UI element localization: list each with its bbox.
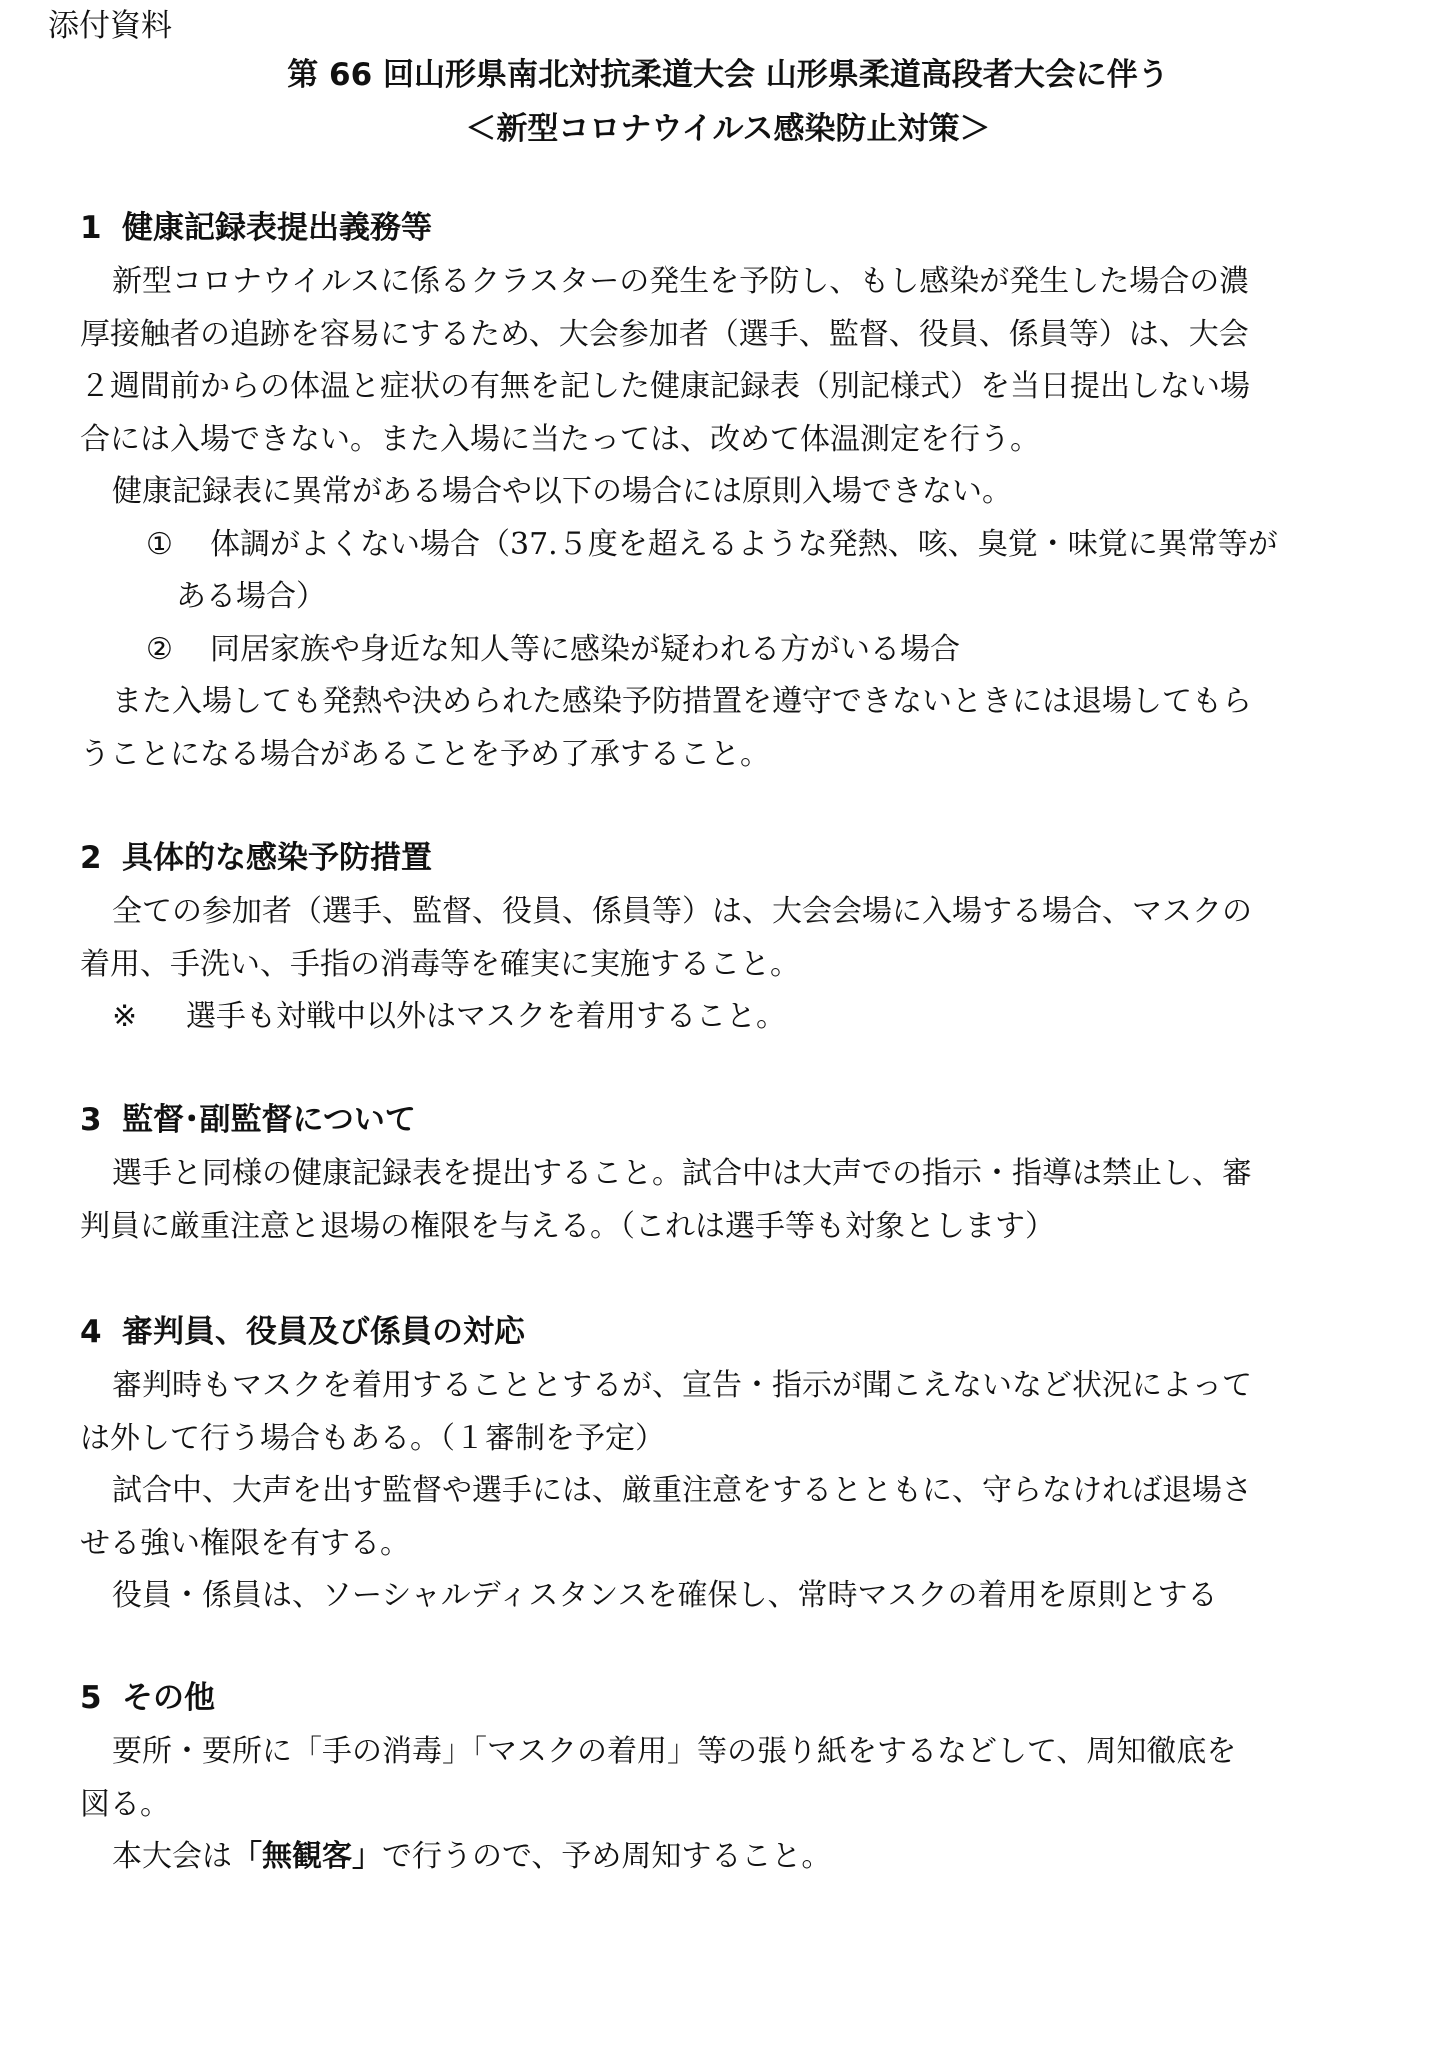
paragraph bbox=[80, 256, 1440, 466]
note-marker: ※ bbox=[112, 999, 138, 1034]
paragraph-line: 要所・要所に「手の消毒」「マスクの着用」等の張り紙をするなどして、周知徹底を bbox=[112, 1734, 1237, 1769]
paragraph-line: は外して行う場合もある。（１審制を予定） bbox=[80, 1420, 665, 1456]
section-heading bbox=[80, 1100, 1440, 1148]
paragraph bbox=[80, 1570, 1440, 1623]
section-number: 4 bbox=[80, 1314, 102, 1350]
paragraph-line: 図る。 bbox=[80, 1786, 170, 1822]
note-text: 選手も対戦中以外はマスクを着用すること。 bbox=[186, 999, 786, 1034]
section-title: 具体的な感染予防措置 bbox=[122, 840, 432, 876]
paragraph-line: 健康記録表に異常がある場合や以下の場合には原則入場できない。 bbox=[112, 474, 1012, 509]
section-other bbox=[80, 1678, 1440, 1884]
paragraph-line: 全ての参加者（選手、監督、役員、係員等）は、大会会場に入場する場合、マスクの bbox=[112, 894, 1252, 929]
list-item-continuation: ある場合） bbox=[176, 579, 326, 614]
paragraph bbox=[80, 1360, 1440, 1465]
paragraph-line: せる強い権限を有する。 bbox=[80, 1525, 410, 1561]
list-item bbox=[80, 624, 1440, 677]
paragraph-line: 試合中、大声を出す監督や選手には、厳重注意をするとともに、守らなければ退場さ bbox=[112, 1473, 1252, 1508]
document-title-line-2: ＜新型コロナウイルス感染防止対策＞ bbox=[465, 111, 991, 147]
section-coaches bbox=[80, 1100, 1440, 1253]
paragraph bbox=[80, 676, 1440, 781]
section-referees-staff bbox=[80, 1312, 1440, 1623]
paragraph-line: 新型コロナウイルスに係るクラスターの発生を予防し、もし感染が発生した場合の濃 bbox=[112, 264, 1250, 299]
paragraph bbox=[80, 1726, 1440, 1831]
paragraph-line: 着用、手洗い、手指の消毒等を確実に実施すること。 bbox=[80, 946, 800, 982]
paragraph-line: 役員・係員は、ソーシャルディスタンスを確保し、常時マスクの着用を原則とする bbox=[112, 1578, 1218, 1613]
paragraph-line: 選手と同様の健康記録表を提出すること。試合中は大声での指示・指導は禁止し、審 bbox=[112, 1156, 1252, 1191]
paragraph-text-before: 本大会は bbox=[112, 1839, 232, 1874]
section-number: 5 bbox=[80, 1680, 102, 1716]
list-marker: ② bbox=[146, 631, 173, 667]
section-number: 3 bbox=[80, 1102, 102, 1138]
section-heading bbox=[80, 838, 1440, 886]
paragraph-line: 合には入場できない。また入場に当たっては、改めて体温測定を行う。 bbox=[80, 421, 1040, 457]
section-title: 審判員、役員及び係員の対応 bbox=[122, 1314, 525, 1350]
section-title: その他 bbox=[122, 1680, 215, 1716]
paragraph-line: 審判時もマスクを着用することとするが、宣告・指示が聞こえないなど状況によって bbox=[112, 1368, 1252, 1403]
section-heading bbox=[80, 1312, 1440, 1360]
paragraph-line bbox=[80, 1831, 1440, 1884]
no-spectators-emphasis: 「無観客」 bbox=[232, 1839, 382, 1874]
paragraph-line: また入場しても発熱や決められた感染予防措置を遵守できないときには退場してもら bbox=[112, 684, 1252, 719]
paragraph bbox=[80, 1831, 1440, 1884]
paragraph-line: ２週間前からの体温と症状の有無を記した健康記録表（別記様式）を当日提出しない場 bbox=[80, 369, 1250, 404]
paragraph bbox=[80, 1465, 1440, 1570]
note bbox=[80, 991, 1440, 1044]
section-heading bbox=[80, 1678, 1440, 1726]
document-title-line-1: 第 66 回山形県南北対抗柔道大会 山形県柔道高段者大会に伴う bbox=[287, 57, 1169, 93]
list-item bbox=[80, 519, 1440, 624]
section-number: 2 bbox=[80, 840, 102, 876]
section-title: 健康記録表提出義務等 bbox=[122, 210, 432, 246]
list-item-text: 体調がよくない場合（37.５度を超えるような発熱、咳、臭覚・味覚に異常等が bbox=[210, 526, 1278, 562]
list-item-text: 同居家族や身近な知人等に感染が疑われる方がいる場合 bbox=[210, 631, 960, 667]
paragraph-line: うことになる場合があることを予め了承すること。 bbox=[80, 736, 770, 772]
section-number: 1 bbox=[80, 210, 102, 246]
paragraph-line: 厚接触者の追跡を容易にするため、大会参加者（選手、監督、役員、係員等）は、大会 bbox=[80, 316, 1249, 352]
paragraph bbox=[80, 1148, 1440, 1253]
list-marker: ① bbox=[146, 526, 173, 562]
attachment-label: 添付資料 bbox=[48, 8, 172, 44]
section-prevention-measures bbox=[80, 838, 1440, 1044]
paragraph-line: 判員に厳重注意と退場の権限を与える。（これは選手等も対象とします） bbox=[80, 1208, 1055, 1244]
paragraph bbox=[80, 886, 1440, 991]
paragraph bbox=[80, 466, 1440, 519]
section-title: 監督･副監督について bbox=[122, 1102, 416, 1138]
section-heading bbox=[80, 208, 1440, 256]
paragraph-text-after: で行うので、予め周知すること。 bbox=[382, 1839, 832, 1874]
section-health-record bbox=[80, 208, 1440, 781]
